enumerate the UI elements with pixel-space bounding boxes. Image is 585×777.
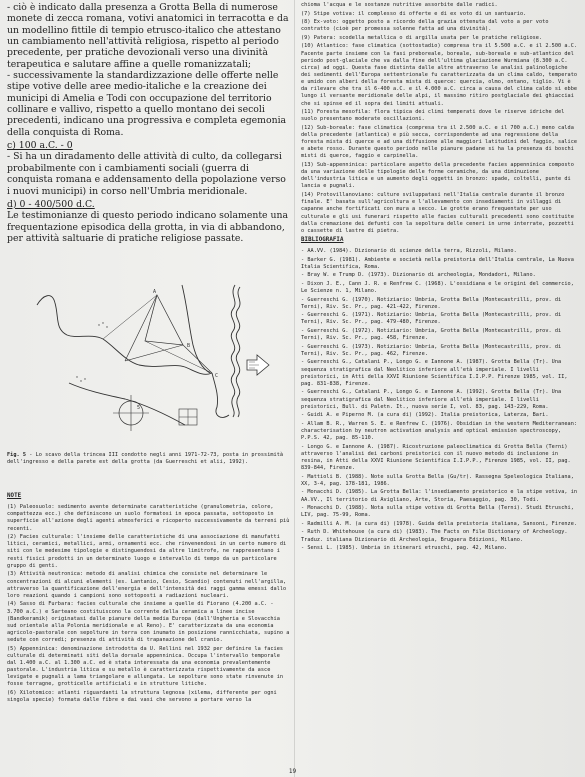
bibliography-title: BIBLIOGRAFIA: [301, 236, 344, 243]
biblio-entry: - Sensi L. (1985). Umbria in itinerari etruschi, pag. 42, Milano.: [301, 545, 508, 552]
biblio-entry: - Radmilli A. M. (a cura di) (1978). Guida della preistoria italiana, Sansoni, Firenze.: [301, 520, 578, 527]
excavation-plan-figure: [7, 265, 290, 445]
figure-label-c: C: [215, 373, 219, 379]
biblio-entry: - Guerreschi G. (1971). Notiziario: Umbria, Grotta Bella (Montecastrilli, prov. di Terni), Riv. Sc. Pr., pag. 479-480, Firenze.: [301, 312, 562, 326]
figure-label-num: 5: [137, 405, 141, 411]
biblio-entry: - Mattioli B. (1988). Note sulla Grotta Bella (Gu/tr). Rassegna Speleologica Italiana, XX, 3-4, pag. 178-181, 1986.: [301, 473, 574, 487]
biblio-entry: - Dixon J. E., Cann J. R. e Renfrew C. (1968). L'ossidiana e le origini del commercio, Le Scienze n. 1, Milano.: [301, 280, 574, 295]
biblio-entry: - Monacchi D. (1985). La Grotta Bella: l'insediamento preistorico e la stipe votiva, in AA.VV., Il territorio di Avigliano, Arte, Storia, Paesaggio, pag. 30, Todi.: [301, 489, 578, 503]
notes-title: NOTE: [7, 493, 22, 499]
note-item: (7) Stipe votiva: il complesso di offerte e di ex voto di un santuario.: [301, 10, 527, 17]
biblio-entry: - Allam B. R., Warren S. E. e Renfrew C. (1976). Obsidian in the western Mediterranean: characterisation by neutron activation analysis and optical emission spectroscopy, P.P.S. 42, pag. 85-110.: [301, 420, 578, 442]
biblio-entry: - Guidi A. e Piperno M. (a cura di) (1992). Italia preistorica, Laterza, Bari.: [301, 412, 549, 419]
note-item: (8) Ex-voto: oggetto posto a ricordo della grazia ottenuta dal voto a per voto contratto (cioè per promessa solenne fatta ad una divinità).: [301, 19, 549, 33]
right-column: [301, 2, 579, 554]
caption-label: Fig. 5: [7, 452, 27, 458]
note-item: (9) Patera: scodella metallica o di argilla usata per le pratiche religiose.: [301, 34, 543, 41]
note-item: (11) Foresta mesofila: flora tipica dei climi temperati dove le riserve idriche del suolo presentano moderate oscillazioni.: [301, 109, 565, 123]
biblio-entry: - Guerreschi G. (1973). Notiziario: Umbria, Grotta Bella (Montecastrilli, prov. di Terni), Riv. Sc. Pr., pag. 462, Firenze.: [301, 343, 562, 357]
biblio-entry: - Bray W. e Trump D. (1973). Dizionario di archeologia, Mondadori, Milano.: [301, 272, 536, 279]
paragraph: - successivamente la standardizzazione delle offerte nelle stipe votive delle aree medio-italiche e la creazione dei municipi di Amelia e Todi con occupazione del territorio collinare e vallivo, rispetto a quello montano dei secoli precedenti, indicano una progressiva e completa egemonia della conquista di Roma.: [7, 70, 287, 138]
entrance-arrow-icon: [247, 355, 269, 375]
note-item: (14) Protovillanoviano: culture sviluppatasi nell'Italia centrale durante il bronzo finale. E' basata sull'agricoltura e l'allevamento con insediamenti in villaggi di capanne anche fortificati con mura a secco. Le grotte erano frequentate per uso culturale e gli usi funerari rispetto alle facies culturali precedenti sono costituite dalla cremazione dei defunti con la sepoltura delle ceneri in urne interrate, pozzetti o cassette di lastre di pietra.: [301, 192, 574, 234]
note-item: (12) Sub-boreale: fase climatica (compresa tra il 2.500 a.C. e il 700 a.C.) meno calda della precedente (atlantica) e più secca, corrispondente ad una regressione della foresta mista di querce e ad una diffusione alle maggiori latitudini del faggio, salice e abete rosso. Durante questo periodo nelle pianure padane si ha la presenza di boschi misti di querce, faggio e carpinella.: [301, 124, 578, 160]
biblio-entry: - Barker G. (1981). Ambiente e società nella preistoria dell'Italia centrale, La Nuova Italia Scientifica, Roma.: [301, 256, 574, 270]
left-body-text: [7, 2, 290, 244]
section-heading: d) 0 - 400/500 d.C.: [7, 198, 95, 210]
paragraph: - Si ha un diradamento delle attività di culto, da collegarsi probabilmente con i cambiamenti sociali (guerra di conquista romana e addensamento della popolazione verso i nuovi municipi) in corso nell'Umbria meridionale.: [7, 151, 286, 197]
biblio-entry: - Guerreschi G., Catalani P., Longo G. e Iannone A. (1992). Grotta Bella (Tr). Una sequenza stratigrafica dal Neolitico inferiore all'età imperiale. I livelli preistorici, Bull. di Paletn. It., nuova serie I, vol. 83, pag. 143-229, Roma.: [301, 389, 562, 410]
note-item: (3) Attività neutronica: metodo di analisi chimica che consiste nel determinare le concentrazioni di alcuni elementi (es. Lantanio, Cesio, Scandio) contenuti nell'argilla, attraverso la quantificazione dell'energia e dell'intensità dei raggi gamma emessi dallo loro reazioni quando i campioni sono sottoposti a radiazioni nucleari.: [7, 571, 287, 599]
page-number: 19: [288, 768, 297, 775]
paragraph: - ciò è indicato dalla presenza a Grotta Bella di numerose monete di zecca romana, votivi anatomici in terracotta e da un modellino fittile di tempio etrusco-italico che attestano un cambiamento nell'attività religiosa, rispetto al periodo precedente, per pratiche devozionali verso una divinità terapeutica e salutare affine a quelle romanizzatali;: [7, 2, 289, 70]
caption-text: - Lo scavo della trincea III condotto negli anni 1971-72-73, posta in prossimità dell'ingresso e della parete est della grotta (da Guerreschi et alii, 1992).: [7, 452, 284, 466]
biblio-entry: - Guerreschi G., Catalani P., Longo G. e Iannone A. (1987). Grotta Bella (Tr). Una sequenza stratigrafica dal Neolitico inferiore all'età imperiale. I livelli preistorici, in Atti della XXVI Riunione Scientifica I.I.P.P. Firenze 1985, vol. II, pag. 831-838, Firenze.: [301, 359, 568, 387]
biblio-entry: - Guerreschi G. (1972). Notiziario: Umbria, Grotta Bella (Montecastrilli, prov. di Terni), Riv. Sc. Pr., pag. 458, Firenze.: [301, 328, 562, 342]
biblio-entry: - Guerreschi G. (1970). Notiziario: Umbria, Grotta Bella (Montecastrilli, prov. di Terni), Riv. Sc. Pr., pag. 421-422, Firenze.: [301, 296, 562, 310]
figure-label-b: B: [187, 343, 191, 349]
note-item: (6) Xilotomico: atlanti riguardanti la struttura legnosa (xilema, differente per ogni singola specie) formata dalle fibre e dai vasi che servono a portare verso la: [7, 690, 277, 704]
figure-caption: [7, 452, 290, 466]
section-heading: c) 100 a.C. - 0: [7, 140, 73, 152]
paragraph: Le testimonianze di questo periodo indicano solamente una frequentazione episodica della grotta, in via di abbandono, per attività saltuarie di pratiche religiose passate.: [7, 210, 289, 244]
note-item: chioma l'acqua e le sostanze nutritive assorbite dalle radici.: [301, 2, 498, 8]
note-item: (2) Facies culturale: l'insieme delle caratteristiche di una associazione di manufatti litici, ceramici, metallici, armi, ornamenti ecc. che rinvenendosi in un certo numero di siti con le medesime tipologie e distinguendosi da altre limitrofe, ne rappresentano i resti fisici prodotti in un determinato luogo e intervallo di tempo da un particolare gruppo di genti.: [7, 534, 287, 569]
biblio-entry: - Longo G. e Iannone A. (1987). Ricostruzione paleoclimatica di Grotta Bella (Terni) attraverso l'analisi dei carboni preistorici con il nuovo metodo di inclusione in resina, in Atti della XXVI Riunione Scientifica I.I.P.P., Firenze 1985, vol. II, pag. 839-844, Firenze.: [301, 443, 571, 472]
note-item: (5) Appenninica: denominazione introdotta da U. Rellini nel 1932 per definire la facies culturale di determinati siti della dorsale appenninica. Occupa l'intervallo temporale dal 1.400 a.C. al 1.300 a.C. ed è stata interessata da una economia prevalentemente pastorale. L'industria litica e su metallo è caratterizzata rispettivamente da asce levigate e pugnali a lama triangolare e allungata. Le sepolture sono state rinvenute in fosse terragne, grotticelle artificiali e in strutture litiche.: [7, 645, 284, 688]
note-item: (10) Atlantico: fase climatica (sottostadio) compresa tra il 5.500 a.C. e il 2.500 a.C. Facente parte insieme con la fasi preboreale, boreale, sub-boreale e sub-atlantico del periodo post-glaciale che va dalla fine dell'ultima glaciazione Wurmiana (8.300 a.C. circa) ad oggi. Questa fase distinta dalle altre attraverso le analisi palinologiche dei sedimenti dell'Europa settentrionale fu caratterizzata da un clima caldo, temperato e umido con alberi della foresta mista di querce: quercia, olmo, ontano, tiglio. Vi è da rilevare che tra il 6-400 a.C. e il 4.000 a.C. circa a causa del clima caldo si ebbe lungo il versante meridionale delle alpi, il massimo ritiro postglaciale dei ghiacciai che si spinse ed il sopra dei limiti attuali.: [301, 43, 578, 107]
bibliography-section: [301, 237, 579, 552]
figure-label-a: A: [153, 289, 157, 295]
cave-plan-drawing: [7, 265, 290, 445]
biblio-entry: - Monacchi D. (1988). Nota sulla stipe votiva di Grotta Bella (Terni). Studi Etruschi, LIV, pag. 75-99, Roma.: [301, 505, 574, 519]
note-item: (1) Paleosuolo: sedimento avente determinate caratteristiche (granulometria, colore, compattezza ecc.) che definiscono un suolo formatosi in epoca passata, sottoposto in superficie all'azione degli agenti atmosferici e ricoperto successivamente da terreni più recenti.: [7, 504, 290, 532]
page-gutter: [294, 0, 295, 777]
biblio-entry: - AA.VV. (1984). Dizionario di scienze della terra, Rizzoli, Milano.: [301, 248, 517, 255]
notes-section: [7, 491, 290, 706]
biblio-entry: - Ruth D. Whitehouse (a cura di) (1983). The Facts on File Dictionary of Archeology. Traduz. italiana Dizionario di Archeologia, Bruguera Edizioni, Milano.: [301, 529, 568, 543]
note-item: (4) Sasso di Furbara: facies culturale che insieme a quelle di Fiorano (4.200 a.C. - 3.700 a.C.) e Sarteano costituiscono la corrente della ceramica a linee incise (Bandkeramik) originatasi dalle pianure della media Europa (dall'Ungheria e Slovacchia sud orientale alla Polonia meridionale e al Reno). E' caratterizzata da una economia agricolo-pastorale con sepolture in terra con inumato in posizione rannicchiata, supino a sedute con corredi; presenza di attività di trapanazione del cranio.: [7, 601, 290, 644]
note-item: (13) Sub-appenninica: particolare aspetto della precedente facies appenninica composto da una variazione delle tipologie delle forme ceramiche, da una diminuzione dell'industria litica e un aumento degli oggetti in bronzo: spade, coltelli, punte di lancia e pugnali.: [301, 162, 574, 190]
